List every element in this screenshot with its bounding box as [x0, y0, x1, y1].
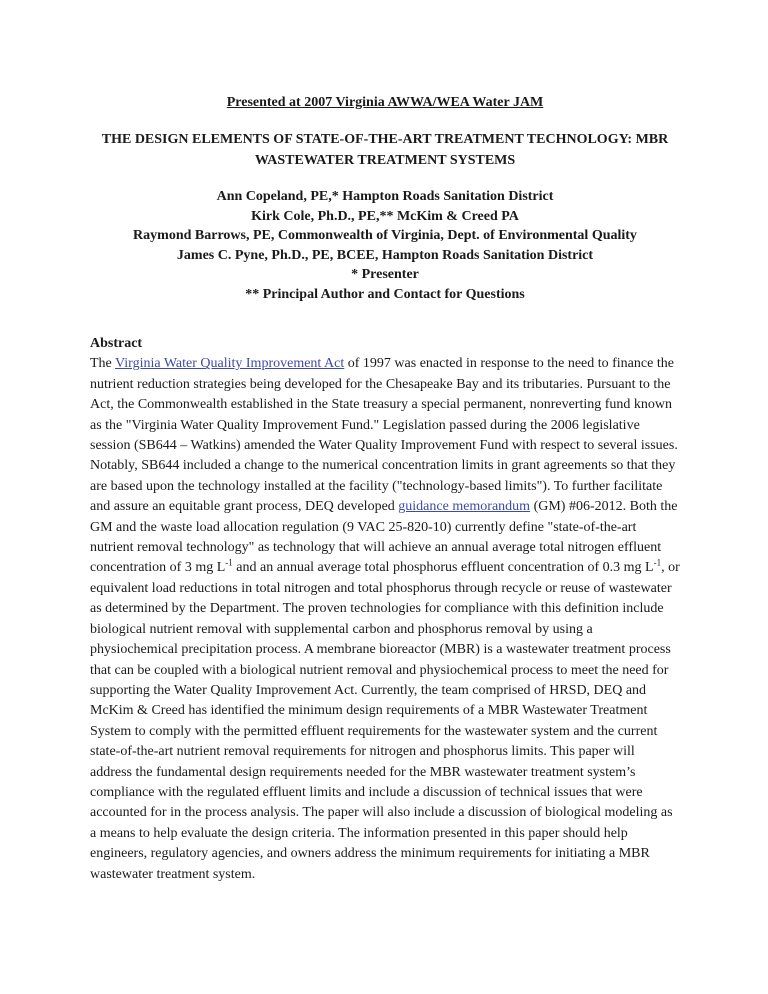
link-virginia-water-quality-improvement-act[interactable]: Virginia Water Quality Improvement Act: [115, 356, 345, 372]
author-line: * Presenter: [351, 267, 419, 282]
abstract-text-run: The: [90, 356, 116, 372]
paper-title: THE DESIGN ELEMENTS OF STATE-OF-THE-ART TREATMENT TECHNOLOGY: MBR WASTEWATER TREATMENT SYSTEMS: [101, 132, 669, 168]
superscript-exponent: -1: [225, 557, 233, 568]
author-line: Raymond Barrows, PE, Commonwealth of Virginia, Dept. of Environmental Quality: [133, 228, 637, 243]
abstract-heading: Abstract: [90, 336, 143, 351]
link-guidance-memorandum[interactable]: guidance memorandum: [398, 499, 531, 515]
abstract-text-run: and an annual average total phosphorus effluent concentration of 0.3 mg L: [232, 560, 654, 576]
abstract-text-run: of 1997 was enacted in response to the need to finance the nutrient reduction strategies being developed for the Chesapeake Bay and its tributaries. Pursuant to the Act, the Commonwealth established in the State treasury a special permanent, nonreverting fund known as the "Virginia Water Quality Improvement Fund." Legislation passed during the 2006 legislative session (SB644 – Watkins) amended the Water Quality Improvement Fund with respect to several issues. Notably, SB644 included a change to the numerical concentration limits in grant agreements so that they are based upon the technology installed at the facility ("technology-based limits"). To further facilitate and assure an equitable grant process, DEQ developed: [90, 356, 678, 515]
author-line: ** Principal Author and Contact for Questions: [245, 286, 525, 302]
author-line: Ann Copeland, PE,* Hampton Roads Sanitation District: [216, 189, 554, 204]
abstract-text-run: (GM) #06-2012. Both the GM and the waste load allocation regulation (9 VAC 25-820-10) currently define "state-of-the-art nutrient removal technology" as technology that will achieve an annual average total nitrogen effluent concentration of 3 mg L: [90, 499, 678, 576]
authors-block: [90, 187, 680, 304]
abstract-paragraph: [90, 354, 680, 885]
presentation-header: Presented at 2007 Virginia AWWA/WEA Water JAM: [226, 95, 544, 110]
author-line: James C. Pyne, Ph.D., PE, BCEE, Hampton Roads Sanitation District: [176, 247, 594, 263]
author-line: Kirk Cole, Ph.D., PE,** McKim & Creed PA: [251, 208, 519, 224]
abstract-text-run: , or equivalent load reductions in total nitrogen and total phosphorus through recycle or reuse of wastewater as determined by the Department. The proven technologies for compliance with this definition include biological nutrient removal with supplemental carbon and phosphorus removal by using a physiochemical precipitation process. A membrane bioreactor (MBR) is a wastewater treatment process that can be coupled with a biological nutrient removal and physiochemical process to meet the need for supporting the Water Quality Improvement Act. Currently, the team comprised of HRSD, DEQ and McKim & Creed has identified the minimum design requirements of a MBR Wastewater Treatment System to comply with the permitted effluent requirements for the wastewater system and the current state-of-the-art nutrient removal requirements for nitrogen and phosphorus limits. This paper will address the fundamental design requirements needed for the MBR wastewater treatment system’s compliance with the regulated effluent limits and include a discussion of technical issues that were accounted for in the process analysis. The paper will also include a discussion of biological modeling as a means to help evaluate the design criteria. The information presented in this paper should help engineers, regulatory agencies, and owners address the minimum requirements for initiating a MBR wastewater treatment system.: [90, 560, 680, 882]
superscript-exponent: -1: [653, 557, 662, 568]
